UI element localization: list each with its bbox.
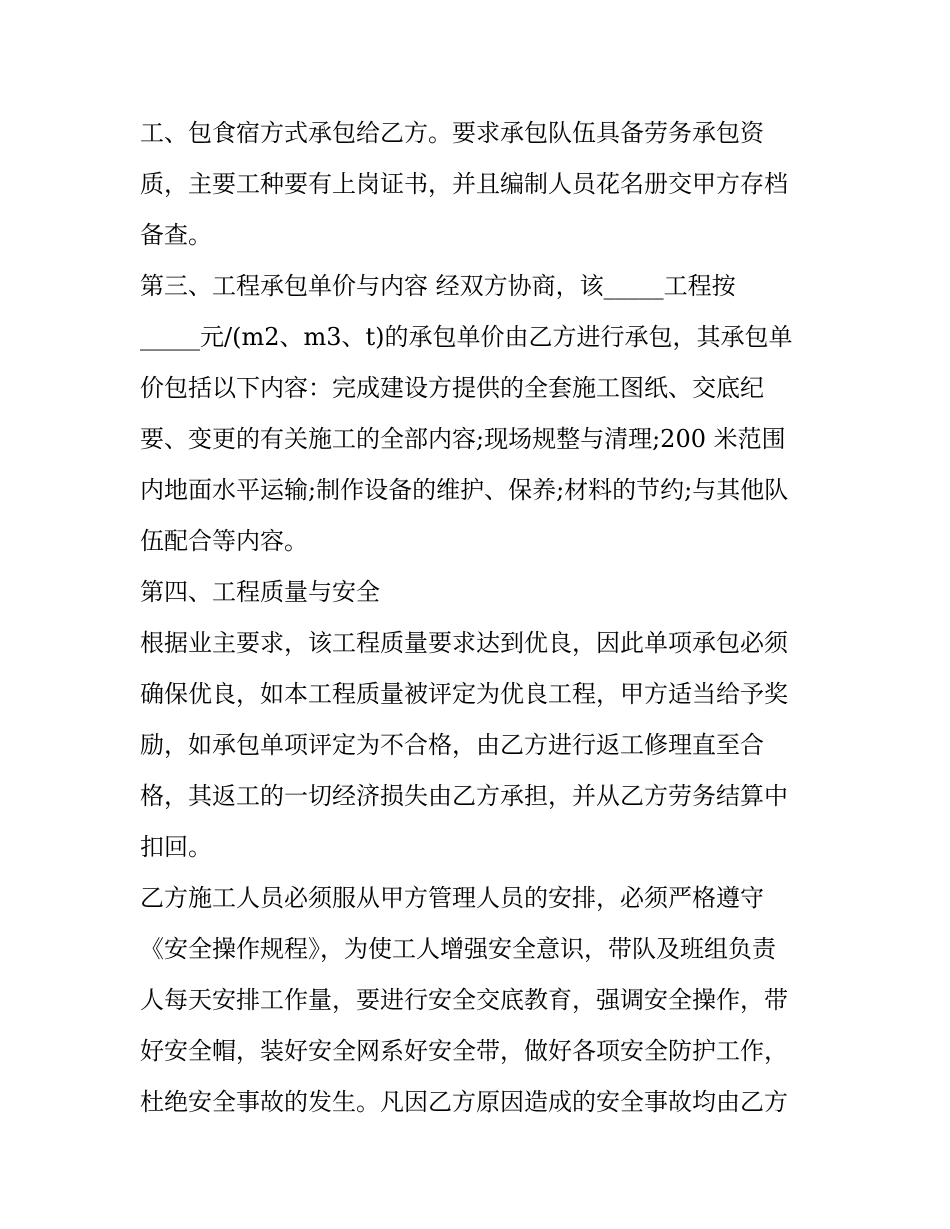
text-line: 根据业主要求，该工程质量要求达到优良，因此单项承包必须 xyxy=(140,629,788,657)
text-line: 价包括以下内容：完成建设方提供的全套施工图纸、交底纪 xyxy=(140,374,764,402)
section-heading-three: 第三、工程承包单价与内容 经双方协商，该_____工程按 xyxy=(140,272,736,300)
text-line: 伍配合等内容。 xyxy=(140,527,308,555)
text-line: 扣回。 xyxy=(140,833,212,861)
section-heading-four: 第四、工程质量与安全 xyxy=(140,578,380,606)
text-line: _____元/(m2、m3、t)的承包单价由乙方进行承包，其承包单 xyxy=(140,323,793,351)
document-body xyxy=(140,108,820,1128)
text-line: 内地面水平运输;制作设备的维护、保养;材料的节约;与其他队 xyxy=(140,476,789,504)
text-line: 好安全帽，装好安全网系好安全带，做好各项安全防护工作， xyxy=(140,1037,788,1065)
text-line: 人每天安排工作量，要进行安全交底教育，强调安全操作，带 xyxy=(140,986,788,1014)
text-line: 要、变更的有关施工的全部内容;现场规整与清理;200 米范围 xyxy=(140,425,786,453)
text-line: 质，主要工种要有上岗证书，并且编制人员花名册交甲方存档 xyxy=(140,170,788,198)
text-line: 杜绝安全事故的发生。凡因乙方原因造成的安全事故均由乙方 xyxy=(140,1088,788,1116)
text-line: 确保优良，如本工程质量被评定为优良工程，甲方适当给予奖 xyxy=(140,680,788,708)
text-line: 格，其返工的一切经济损失由乙方承担，并从乙方劳务结算中 xyxy=(140,782,788,810)
text-line: 乙方施工人员必须服从甲方管理人员的安排，必须严格遵守 xyxy=(140,884,764,912)
text-line: 工、包食宿方式承包给乙方。要求承包队伍具备劳务承包资 xyxy=(140,119,764,147)
text-line: 励，如承包单项评定为不合格，由乙方进行返工修理直至合 xyxy=(140,731,764,759)
text-line: 备查。 xyxy=(140,221,212,249)
text-line: 《安全操作规程》，为使工人增强安全意识，带队及班组负责 xyxy=(140,935,776,963)
